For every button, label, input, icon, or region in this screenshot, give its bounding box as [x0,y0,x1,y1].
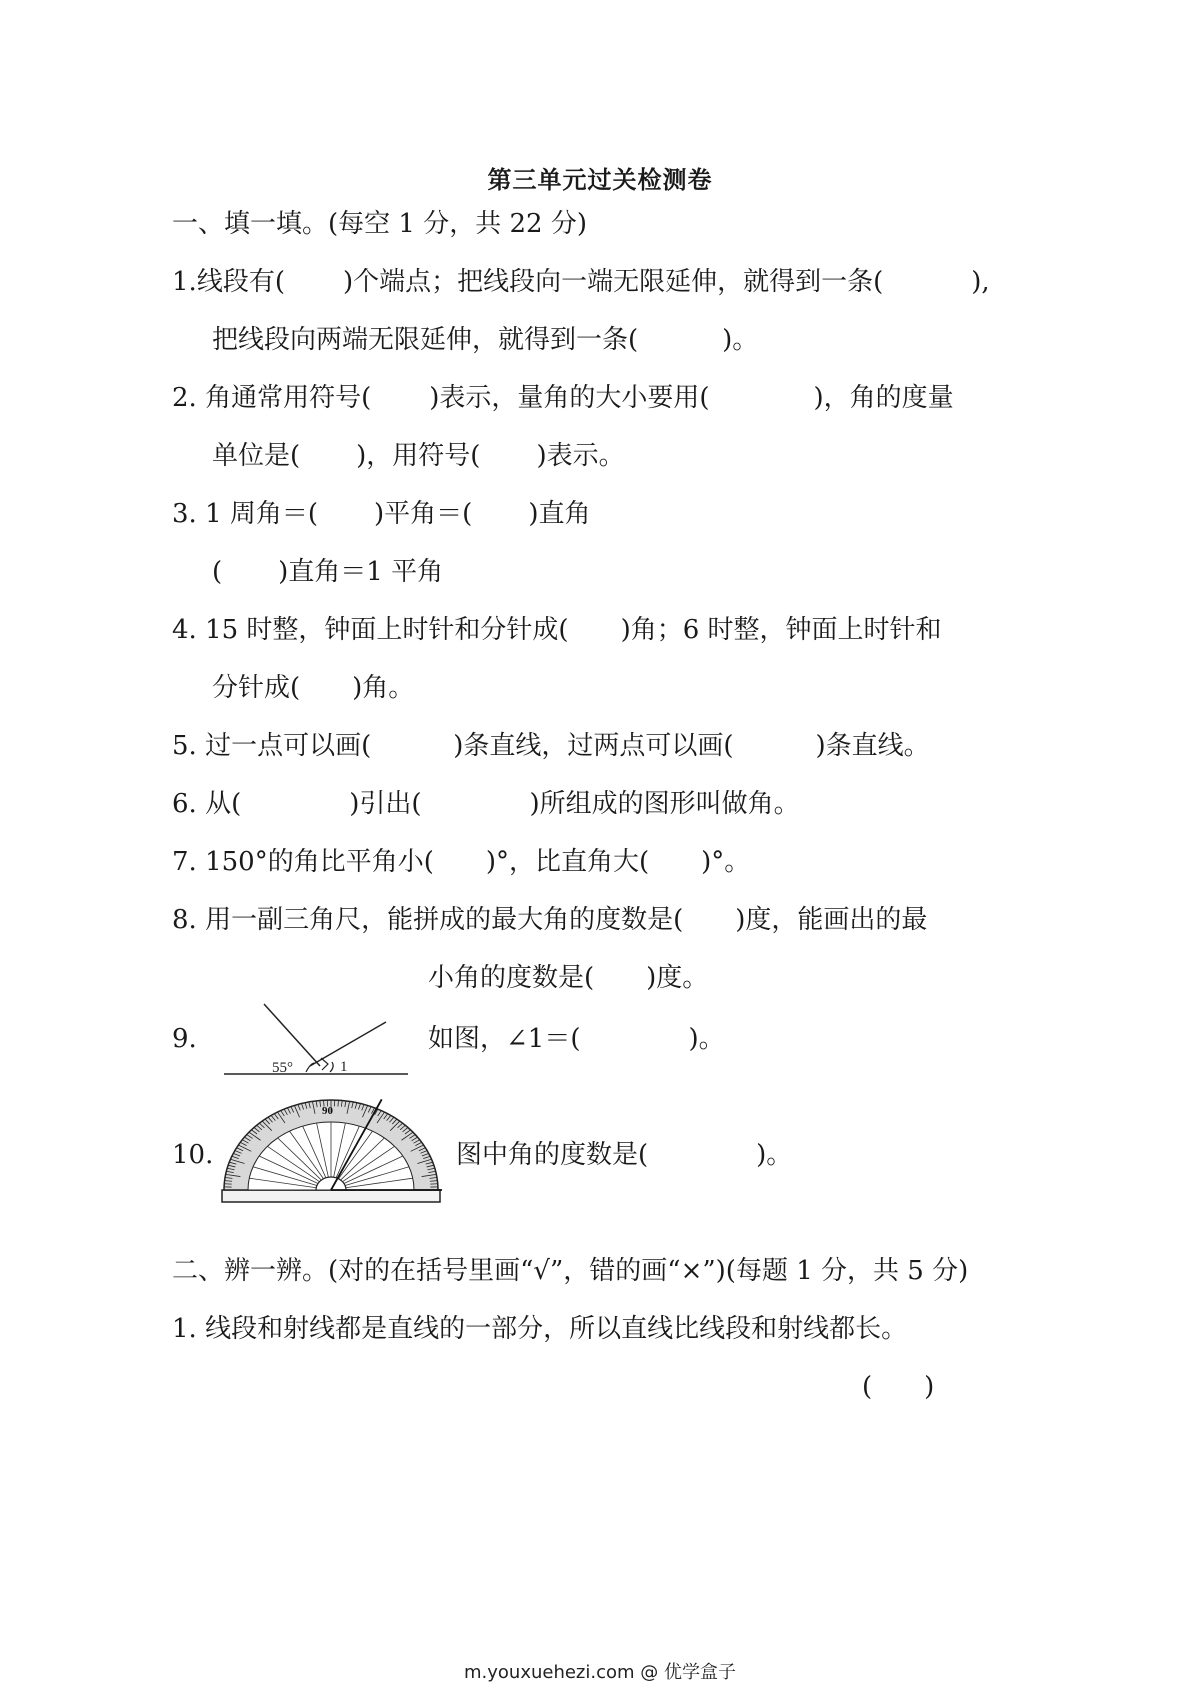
q6-text-c: )所组成的图形叫做角。 [529,789,800,819]
protractor-base [222,1190,440,1202]
q1-text-e: )。 [722,325,759,355]
angle-arc-1 [330,1062,333,1072]
q7-number: 7. [172,847,197,877]
protractor-tick [338,1100,339,1106]
q3-text-c: )直角 [528,499,591,529]
page-title: 第三单元过关检测卷 [487,166,713,194]
q8-text-b: )度，能画出的最 [735,905,928,935]
q3-text-b: )平角＝( [374,499,473,529]
label-90: 90 [322,1105,333,1117]
q3-text-d: ( [212,557,223,587]
q3-number: 3. [172,499,197,529]
q5-text-a: 过一点可以画( [205,731,372,761]
question-1-line-2 [212,323,758,357]
question-7 [172,845,750,879]
q2-text-f: )表示。 [536,441,625,471]
q7-text-c: )°。 [701,847,751,877]
q6-number: 6. [172,789,197,819]
question-3-line-1 [172,497,590,531]
question-4-line-1 [172,613,942,647]
section2-question-1 [172,1312,907,1346]
q10-text-b: )。 [756,1140,793,1170]
section2-heading: 二、辨一辨。(对的在括号里画“√”，错的画“×”)(每题 1 分，共 5 分) [172,1256,969,1286]
angle-figure [222,1000,412,1080]
right-ray [310,1022,386,1066]
q2-text-d: 单位是( [212,441,301,471]
q2-text-c: )，角的度量 [813,383,954,413]
q3-text-a: 1 周角＝( [205,499,319,529]
question-9-text [428,1022,725,1056]
question-4-line-2 [212,671,414,705]
q1-number: 1. [172,267,197,297]
label-55-degrees: 55° [272,1060,293,1076]
q5-number: 5. [172,731,197,761]
q1-text-a: 线段有( [196,267,285,297]
section1-heading: 一、填一填。(每空 1 分，共 22 分) [172,209,587,239]
q4-text-c: 分针成( [212,673,301,703]
footer-watermark: m.youxuehezi.com @ 优学盒子 [463,1662,736,1683]
label-angle-1: 1 [340,1059,348,1075]
q2-text-b: )表示，量角的大小要用( [429,383,710,413]
question-2-line-2 [212,439,625,473]
q7-text-a: 150°的角比平角小( [205,847,434,877]
q2-number: 2. [172,383,197,413]
s2-q1-text: 线段和射线都是直线的一部分，所以直线比线段和射线都长。 [205,1314,908,1344]
question-2-line-1 [172,381,954,415]
left-ray [264,1004,320,1066]
s2-q1-number: 1. [172,1314,197,1344]
q1-text-b: )个端点；把线段向一端无限延伸，就得到一条( [342,267,884,297]
s2-q1-answer-bracket[interactable]: ( ) [862,1372,935,1402]
question-5 [172,729,930,763]
protractor-figure [218,1094,444,1206]
q1-text-d: 把线段向两端无限延伸，就得到一条( [212,325,639,355]
q8-number: 8. [172,905,197,935]
question-6 [172,787,800,821]
q4-text-d: )角。 [352,673,415,703]
q9-text-b: )。 [688,1024,725,1054]
q10-text-a: 图中角的度数是( [456,1140,649,1170]
question-1-line-1 [172,265,990,299]
q10-number: 10. [172,1140,214,1170]
q6-text-b: )引出( [349,789,422,819]
q9-number: 9. [172,1024,197,1054]
q8-text-a: 用一副三角尺，能拼成的最大角的度数是( [205,905,684,935]
question-8-line-1 [172,903,927,937]
q8-text-d: )度。 [646,963,709,993]
q2-text-e: )，用符号( [356,441,481,471]
q8-text-c: 小角的度数是( [428,963,595,993]
q2-text-a: 角通常用符号( [205,383,372,413]
q5-text-c: )条直线。 [815,731,930,761]
q6-text-a: 从( [205,789,242,819]
q4-number: 4. [172,615,197,645]
question-8-line-2 [428,961,708,995]
q9-text-a: 如图，∠1＝( [428,1024,581,1054]
q4-text-b: )角；6 时整，钟面上时针和 [620,615,942,645]
q3-text-e: )直角＝1 平角 [278,557,444,587]
question-10-text [456,1138,792,1172]
q7-text-b: )°，比直角大( [485,847,650,877]
q5-text-b: )条直线，过两点可以画( [453,731,734,761]
question-3-line-2 [212,555,443,589]
q4-text-a: 15 时整，钟面上时针和分针成( [205,615,569,645]
q1-text-c: ), [971,267,990,297]
